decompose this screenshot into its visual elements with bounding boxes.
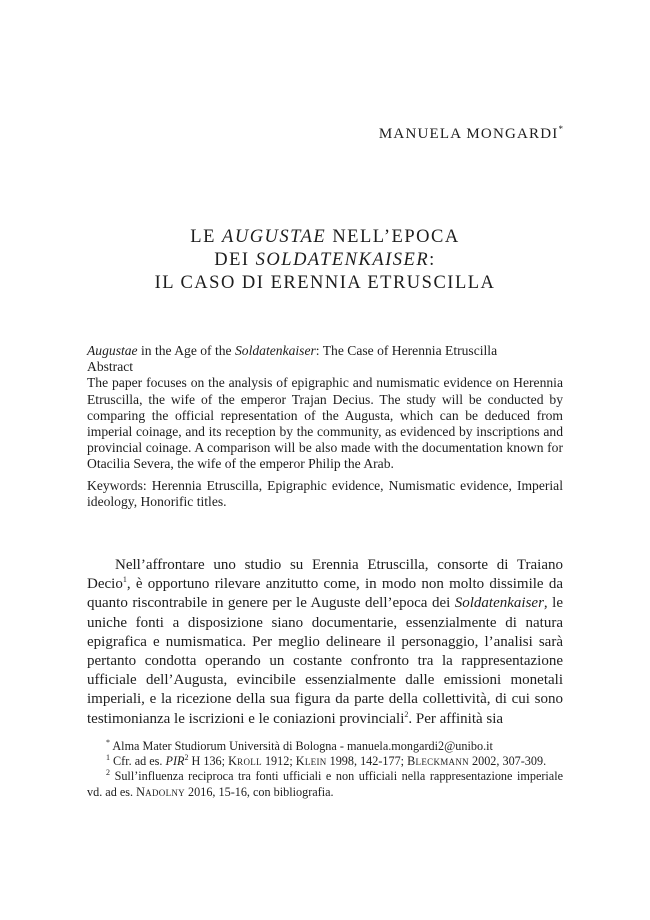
footnote-text: Sull’influenza reciproca tra fonti ufficiali e non ufficiali nella rappresentazione imperiale vd. ad es. [87,769,564,799]
footnote-mark: 1 [106,753,110,763]
body-text: , è opportuno rilevare anzitutto come, in modo non molto dissimile da quanto riscontrabile in genere per le Auguste dell’epoca dei [87,576,563,612]
footnote-ref-2: 2 [404,709,409,719]
title-italic: SOLDATENKAISER [255,250,430,270]
footnote-italic: PIR [165,754,185,769]
title-text: LE [190,227,223,247]
footnote-text: 1998, 142-177; [326,754,408,769]
abstract-text: The paper focuses on the analysis of epigraphic and numismatic evidence on Herennia Etruscilla, the wife of the emperor Trajan Decius. The study will be conducted by comparing the official representation of the Augusta, which can be deduced from imperial coinage, and its reception by the community, as evidenced by inscriptions and provincial coinage. A comparison will be also made with the documentation known for Otacilia Severa, the wife of the emperor Philip the Arab. [87,375,563,472]
body-text: Nell’affrontare uno studio su Erennia Etruscilla, consorte di Traiano Decio [87,557,563,593]
footnote-sup: 2 [184,753,189,763]
author-text: MANUELA MONGARDI [378,126,559,142]
footnote-ref-1: 1 [122,575,127,585]
keywords: Keywords: Herennia Etruscilla, Epigraphic evidence, Numismatic evidence, Imperial ideology, Honorific titles. [87,477,563,509]
article-title [0,226,650,295]
author-ref: Nadolny [136,784,185,799]
footnote-mark: 2 [106,768,110,778]
english-title-italic: Augustae [87,343,138,358]
body-paragraph [87,556,563,729]
footnotes [87,739,563,800]
title-italic: AUGUSTAE [222,227,327,247]
footnote-1 [87,754,563,769]
footnote-text: 2016, 15-16, con bibliografia. [184,784,334,799]
english-title-text: : The Case of Herennia Etruscilla [315,343,498,358]
author-footnote-mark: * [558,124,563,134]
abstract-section [87,343,563,510]
title-line-3: IL CASO DI ERENNIA ETRUSCILLA [154,273,496,293]
footnote-text: Cfr. ad es. [113,754,166,769]
author-ref: Bleckmann [407,754,469,769]
title-line-2 [0,249,650,272]
footnote-text: 1912; [261,754,296,769]
footnote-text: 2002, 307-309. [468,754,547,769]
footnote-2 [87,769,563,799]
footnote-mark: * [106,737,110,747]
body-text: , le uniche fonti a disposizione siano documentarie, essenzialmente di natura epigrafica e numismatica. Per meglio delineare il personaggio, l’analisi sarà pertanto condotta operando un costante confronto tra la rappresentazione ufficiale dell’Augusta, evincibile essenzialmente dalle emissioni monetali imperiali, e la ricezione della sua figura da parte della collettività, di cui sono testimonianza le iscrizioni e le coniazioni provinciali [87,595,563,727]
footnote-text: Alma Mater Studiorum Università di Bologna - manuela.mongardi2@unibo.it [112,739,493,753]
english-title [87,343,563,359]
body-italic: Soldatenkaiser [454,595,544,612]
abstract-heading: Abstract [87,359,134,375]
title-line-1 [0,226,650,249]
author-name [379,124,563,143]
body-text: . Per affinità sia [408,710,504,727]
english-title-italic: Soldatenkaiser [235,343,316,358]
title-text: NELL’EPOCA [326,227,460,247]
author-ref: Kroll [228,754,262,769]
english-title-text: in the Age of the [137,343,235,358]
title-text: : [429,250,436,270]
footnote-text: H 136; [188,754,229,769]
title-text: DEI [214,250,256,270]
footnote-star [87,739,563,754]
author-ref: Klein [295,754,327,769]
